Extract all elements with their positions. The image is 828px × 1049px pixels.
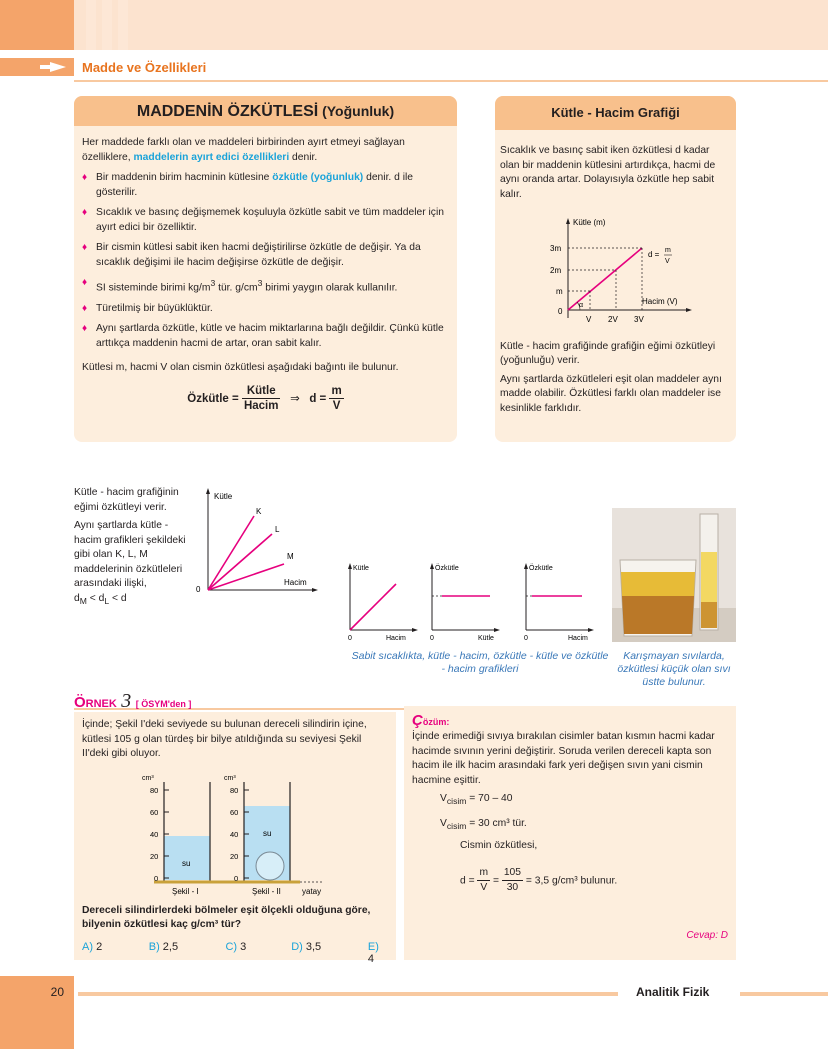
- solution-badge: özüm:: [422, 717, 450, 727]
- tick-label: 20: [150, 851, 159, 861]
- example-source: [ ÖSYM'den ]: [135, 699, 192, 709]
- small-origin: 0: [348, 635, 352, 642]
- y-axis-arrow: [206, 488, 210, 494]
- graph-xlabel: Hacim (V): [642, 297, 678, 306]
- klm-relation: $d_M < d_L < d$: [74, 592, 127, 606]
- solution-eq1: $V_{cisim} = 70 - 40$: [440, 793, 513, 807]
- label-k: K: [256, 507, 262, 516]
- bullet-item: ♦ SI sisteminde birimi $kg/m^3$ tür. $g/cm^3$ birimi yaygın olarak kullanılır.: [82, 276, 449, 296]
- klm-graph: [192, 486, 322, 598]
- mass-volume-body: [495, 130, 736, 416]
- figure-label-2: Şekil - II: [252, 886, 281, 896]
- small-origin: 0: [430, 635, 434, 642]
- cylinder-top-liquid: [701, 552, 717, 602]
- graphs-caption: Sabit sıcaklıkta, kütle - hacim, özkütle - kütle ve özkütle - hacim grafikleri: [351, 650, 609, 675]
- banner-stripe: [102, 0, 112, 50]
- ytick-m: m: [556, 287, 563, 296]
- chapter-underline: [74, 80, 828, 82]
- density-mass-small-graph: [422, 558, 504, 644]
- footer-line: [740, 992, 828, 996]
- tick-label: 20: [230, 851, 239, 861]
- example-prompt: Dereceli silindirlerdeki bölmeler eşit ölçekli olduğuna göre, bilyenin özkütlesi kaç g/cm³ tür?: [82, 904, 371, 930]
- density-formula: Özkütle = $\frac{\text{Kütle}}{\text{Hacim}}$ ⇒ d = $\frac{m}{V}$: [187, 384, 342, 413]
- water-label: su: [263, 828, 272, 838]
- density-panel-body: [74, 126, 457, 414]
- density-panel-title: MADDENİN ÖZKÜTLESİ (Yoğunluk): [74, 96, 457, 126]
- y-axis-arrow: [430, 563, 434, 569]
- mass-volume-paragraph: Sıcaklık ve basınç sabit iken özkütlesi d kadar olan bir maddenin kütlesini artırdıkça, hacmi de aynı oranda artar. Dolayısıyla özkütle hep sabit kalır.: [500, 145, 716, 200]
- answer-label: Cevap: D: [686, 930, 728, 941]
- tick-label: 40: [150, 829, 159, 839]
- klm-ylabel: Kütle: [214, 492, 233, 501]
- figure-label-1: Şekil - I: [172, 886, 199, 896]
- line-k: [208, 516, 254, 590]
- small-origin: 0: [524, 635, 528, 642]
- klm-description: [74, 486, 190, 608]
- tick-label: 40: [230, 829, 239, 839]
- solution-text: İçinde erimediği sıvıya bırakılan cisimler batan kısmın hacmi kadar hacimde sıvının yerini değiştirir. Soruda verilen dereceli kapta son hacim ile ilk hacim arasındaki fark yeri değişen sıvın yani cismin hacmine eşittir.: [412, 731, 715, 786]
- graph-line: [350, 584, 396, 630]
- graph-eq-d: d =: [648, 250, 660, 259]
- book-title: Analitik Fizik: [636, 985, 710, 999]
- ground-label: yatay: [302, 886, 322, 896]
- page-number: 20: [50, 985, 64, 999]
- y-axis-arrow: [348, 563, 352, 569]
- small-ylabel: Özkütle: [529, 565, 553, 572]
- label-l: L: [275, 525, 280, 534]
- ytick-2m: 2m: [550, 266, 562, 275]
- density-panel: [74, 96, 457, 442]
- photo-caption: Karışmayan sıvılarda, özkütlesi küçük olan sıvı üstte bulunur.: [617, 650, 731, 688]
- mass-volume-title: Kütle - Hacim Grafiği: [495, 96, 736, 130]
- example-panel: [74, 712, 396, 965]
- water-label: su: [182, 858, 191, 868]
- unit-label: cm³: [142, 774, 154, 782]
- xtick-2v: 2V: [608, 315, 618, 324]
- bullet-item: ♦ Sıcaklık ve basınç değişmemek koşuluyla özkütle sabit ve tüm maddeler için ayırt edici bir özelliktir.: [82, 206, 449, 235]
- identity-paragraph: Aynı şartlarda özkütleleri eşit olan maddeler aynı madde olabilir. Özkütlesi farklı olan maddeler ise kesinlikle farklıdır.: [500, 373, 722, 414]
- top-corner-block: [0, 0, 74, 50]
- label-m: M: [287, 552, 294, 561]
- x-axis-arrow: [312, 588, 318, 592]
- ytick-3m: 3m: [550, 244, 562, 253]
- option-e[interactable]: E) 4: [367, 940, 379, 965]
- tick-label: 60: [230, 807, 239, 817]
- bullet-item: ♦ Bir cismin kütlesi sabit iken hacmi değiştirilirse özkütle de değişir. Ya da sıcaklık değişimi ile hacim değişirse özkütle de değişir.: [82, 241, 449, 270]
- tick-label: 60: [150, 807, 159, 817]
- option-a[interactable]: A) 2: [82, 940, 103, 953]
- mass-volume-graph: [500, 210, 730, 328]
- mass-volume-small-graph: [340, 558, 422, 644]
- graph-eq-v: V: [665, 258, 670, 265]
- density-volume-small-graph: [516, 558, 598, 644]
- beaker-top-liquid: [621, 572, 695, 596]
- footer-line: [78, 992, 618, 996]
- x-axis-arrow: [494, 628, 500, 632]
- banner-stripe: [118, 0, 128, 50]
- tick-label: 80: [230, 785, 239, 795]
- bullet-item: ♦ Aynı şartlarda özkütle, kütle ve hacim miktarlarına bağlı değildir. Çünkü kütle arttıkça maddenin hacmi de artar, oran sabit kalır.: [82, 322, 449, 351]
- option-d[interactable]: D) 3,5: [291, 940, 322, 953]
- y-axis-arrow: [566, 218, 570, 224]
- tick-label: 0: [234, 873, 239, 883]
- solution-panel: [404, 706, 736, 960]
- graph-origin: 0: [558, 307, 563, 316]
- immiscible-liquids-photo: [612, 508, 736, 642]
- chapter-title: Madde ve Özellikleri: [82, 60, 207, 75]
- x-axis-arrow: [412, 628, 418, 632]
- chapter-bar: [0, 58, 74, 76]
- xtick-v: V: [586, 315, 592, 324]
- cylinder-figure: [74, 766, 396, 898]
- small-ylabel: Kütle: [353, 565, 369, 572]
- klm-xlabel: Hacim: [284, 578, 307, 587]
- tick-label: 80: [150, 785, 159, 795]
- example-badge-o: Ö: [74, 694, 86, 711]
- bullet-item: ♦ Türetilmiş bir büyüklüktür.: [82, 302, 449, 317]
- klm-relation-intro: Aynı şartlarda kütle - hacim grafikleri şekildeki gibi olan K, L, M maddelerinin özkütleleri arasındaki ilişki,: [74, 520, 186, 589]
- marble: [256, 852, 284, 880]
- line-m: [208, 564, 284, 590]
- option-b[interactable]: B) 2,5: [148, 940, 179, 953]
- example-header: [74, 690, 404, 710]
- klm-origin: 0: [196, 585, 201, 594]
- graph-ylabel: Kütle (m): [573, 218, 606, 227]
- tick-label: 0: [154, 873, 159, 883]
- example-number: 3: [121, 690, 132, 712]
- x-axis-arrow: [588, 628, 594, 632]
- x-axis-arrow: [686, 308, 692, 312]
- banner-stripe: [86, 0, 96, 50]
- water-fill-1: [164, 836, 210, 880]
- solution-eq3: d = $\frac{m}{V}$ = $\frac{105}{30}$ = 3,5 g/cm³ bulunur.: [460, 866, 618, 894]
- solution-header: [404, 706, 736, 730]
- density-line: [568, 248, 642, 310]
- graph-eq-m: m: [665, 247, 671, 254]
- example-badge: RNEK: [85, 698, 117, 710]
- slope-note: Kütle - hacim grafiğinin eğimi özkütleyi verir.: [74, 487, 179, 513]
- solution-eq2: $V_{cisim} = 30$ cm³ tür.: [440, 817, 527, 831]
- solution-density-intro: Cismin özkütlesi,: [460, 840, 538, 852]
- mass-volume-panel: [495, 96, 736, 442]
- formula-intro: Kütlesi m, hacmi V olan cismin özkütlesi aşağıdaki bağıntı ile bulunur.: [82, 362, 399, 374]
- small-xlabel: Hacim: [568, 635, 588, 642]
- example-question: İçinde; Şekil I'deki seviyede su bulunan dereceli silindirin içine, kütlesi 105 g olan türdeş bir bilye atıldığında su seviyesi Şekil II'deki gibi oluyor.: [82, 719, 367, 759]
- arrow-icon: [0, 58, 74, 76]
- bullet-item: ♦ Bir maddenin birim hacminin kütlesine özkütle (yoğunluk) denir. d ile gösterilir.: [82, 171, 449, 200]
- angle-label: α: [579, 302, 584, 309]
- small-ylabel: Özkütle: [435, 565, 459, 572]
- option-c[interactable]: C) 3: [225, 940, 247, 953]
- beaker-bottom-liquid: [622, 596, 694, 634]
- cylinder-bottom-liquid: [701, 602, 717, 628]
- line-l: [208, 534, 272, 590]
- answer-options: [74, 933, 396, 965]
- small-xlabel: Hacim: [386, 635, 406, 642]
- unit-label: cm³: [224, 774, 236, 782]
- intro-paragraph: Her maddede farklı olan ve maddeleri birbirinden ayırt etmeyi sağlayan özelliklere, maddelerin ayırt edici özellikleri denir.: [82, 137, 405, 163]
- y-axis-arrow: [524, 563, 528, 569]
- xtick-3v: 3V: [634, 315, 644, 324]
- small-xlabel: Kütle: [478, 635, 494, 642]
- slope-paragraph: Kütle - hacim grafiğinde grafiğin eğimi özkütleyi (yoğunluğu) verir.: [500, 340, 716, 366]
- solution-badge-c: Ç: [412, 712, 423, 729]
